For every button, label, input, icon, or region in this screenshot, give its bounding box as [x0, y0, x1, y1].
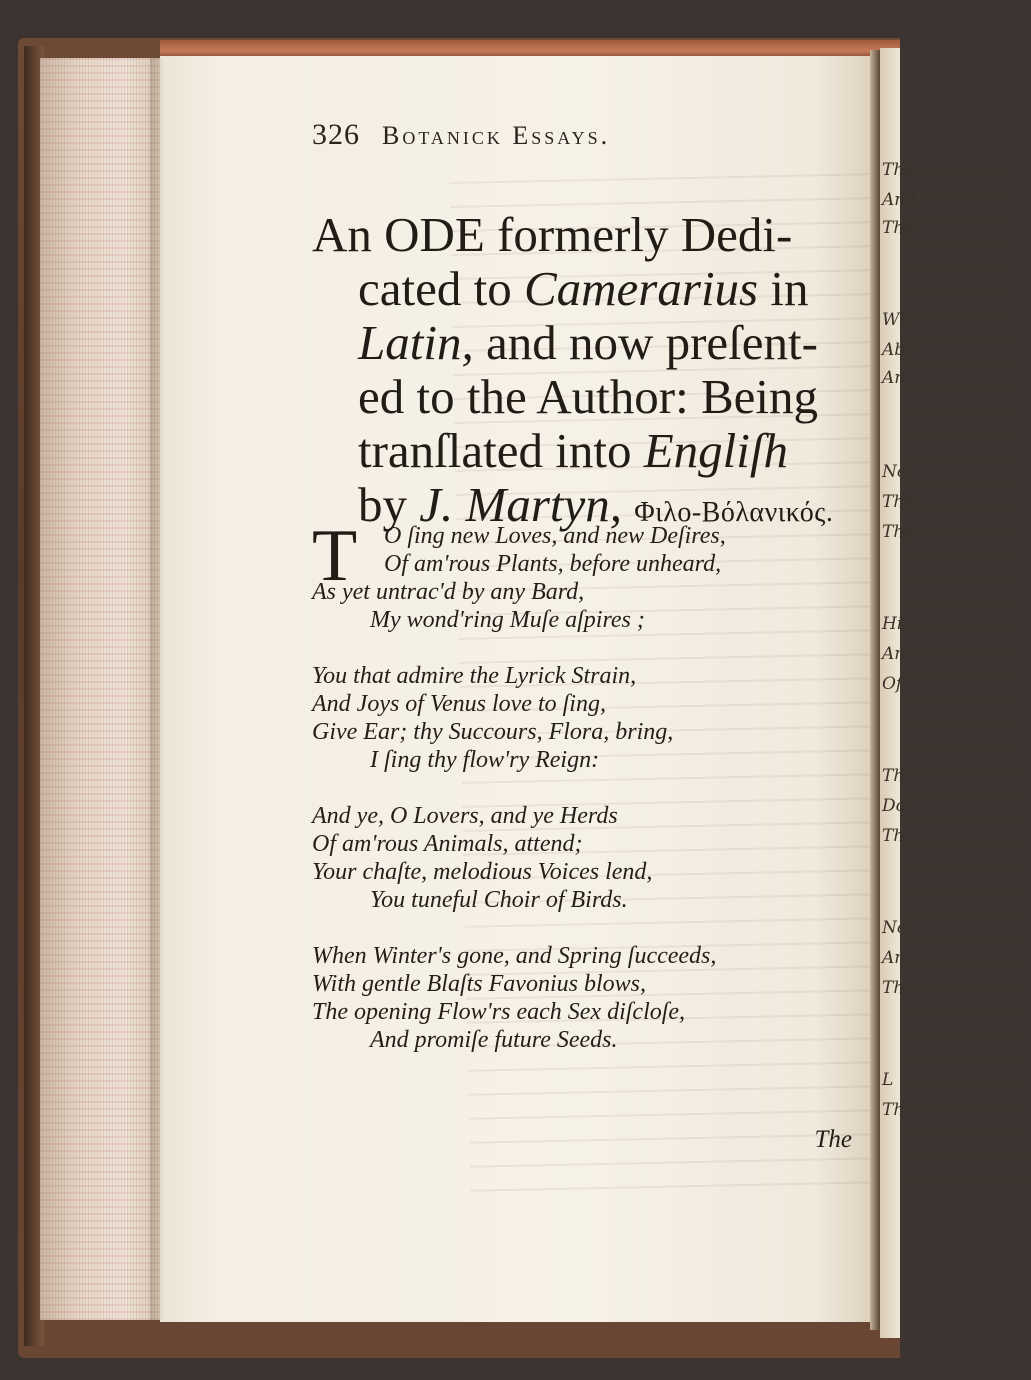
- page-number: 326: [312, 118, 360, 151]
- stanza-break: [312, 914, 857, 942]
- book-gutter: [870, 50, 880, 1330]
- title-line: [312, 424, 857, 478]
- facing-page-fragment: No: [882, 462, 908, 482]
- facing-page-fragment: Th: [882, 978, 905, 998]
- stanza-break: [312, 634, 857, 662]
- facing-page-fragment: Of: [882, 674, 903, 694]
- poem-line: You tuneful Choir of Birds.: [370, 887, 628, 913]
- facing-page-fragment: Hi: [882, 614, 903, 634]
- drop-cap: T: [312, 515, 358, 597]
- stanza-break: [312, 774, 857, 802]
- title-text: cated to: [358, 261, 524, 316]
- facing-page-fragment: Th: [882, 826, 905, 846]
- poem-line: And promiſe future Seeds.: [370, 1027, 618, 1053]
- title-text: and now preſent-: [473, 315, 818, 370]
- title-text-italic: J. Martyn,: [419, 477, 622, 532]
- facing-page-fragment: L: [882, 1070, 894, 1090]
- facing-page-fragment: Th: [882, 766, 905, 786]
- catchword: The: [814, 1126, 852, 1153]
- facing-page-edge: [880, 48, 917, 1338]
- poem-line: Give Ear; thy Succours, Flora, bring,: [312, 719, 674, 745]
- poem-line: I ſing thy flow'ry Reign:: [370, 747, 600, 773]
- facing-page-fragment: Th: [882, 1100, 905, 1120]
- facing-page-fragment: And: [882, 190, 917, 210]
- facing-page-fragment: Do: [882, 796, 906, 816]
- title-line: [312, 316, 857, 370]
- facing-page-fragment: The: [882, 218, 915, 238]
- title-text-italic: Engliſh: [643, 423, 789, 478]
- title-line: [312, 370, 857, 424]
- facing-page-fragment: The: [882, 522, 915, 542]
- poem-line: With gentle Blaſts Favonius blows,: [312, 971, 646, 997]
- poem-line: Of am'rous Animals, attend;: [312, 831, 583, 857]
- poem-line: My wond'ring Muſe aſpires ;: [370, 607, 645, 633]
- running-header: [312, 118, 610, 152]
- facing-page-fragment: Abo: [882, 340, 916, 360]
- facing-page-fragment: An: [882, 644, 906, 664]
- title-text: ed to the Author: Being: [358, 369, 818, 424]
- title-text: tranſlated into: [358, 423, 644, 478]
- facing-page-fragment: Wh: [882, 310, 911, 330]
- facing-page-fragment: The: [882, 492, 915, 512]
- running-title: Botanick Essays.: [382, 121, 611, 150]
- ode-title: [312, 208, 857, 540]
- title-text: by: [358, 477, 420, 532]
- title-text: in: [758, 261, 809, 316]
- facing-page-fragment: An: [882, 948, 906, 968]
- facing-page-fragment: An: [882, 368, 906, 388]
- title-line: [312, 262, 857, 316]
- poem-line: The opening Flow'rs each Sex diſcloſe,: [312, 999, 686, 1025]
- poem-line: As yet untrac'd by any Bard,: [312, 579, 585, 605]
- title-text-italic: Latin,: [358, 315, 474, 370]
- facing-page-fragment: No: [882, 918, 908, 938]
- poem-line: And Joys of Venus love to ſing,: [312, 691, 606, 717]
- poem-line: Your chaſte, melodious Voices lend,: [312, 859, 653, 885]
- poem-body: [312, 515, 857, 1054]
- poem-line: And ye, O Lovers, and ye Herds: [312, 803, 618, 829]
- page-edges-stack: [40, 58, 161, 1320]
- poem-line: You that admire the Lyrick Strain,: [312, 663, 637, 689]
- poem-line: O ſing new Loves, and new Deſires,: [384, 523, 726, 549]
- poem-line: Of am'rous Plants, before unheard,: [384, 551, 722, 577]
- title-text-italic: Camerarius: [523, 261, 759, 316]
- poem-line: When Winter's gone, and Spring ſucceeds,: [312, 943, 717, 969]
- facing-page-fragment: The: [882, 160, 915, 180]
- page-edge-shadow: [150, 58, 164, 1320]
- title-text: An ODE formerly Dedi-: [312, 207, 793, 262]
- title-greek-text: Φιλο-Βόλανικός.: [634, 497, 834, 528]
- title-line: [312, 208, 857, 262]
